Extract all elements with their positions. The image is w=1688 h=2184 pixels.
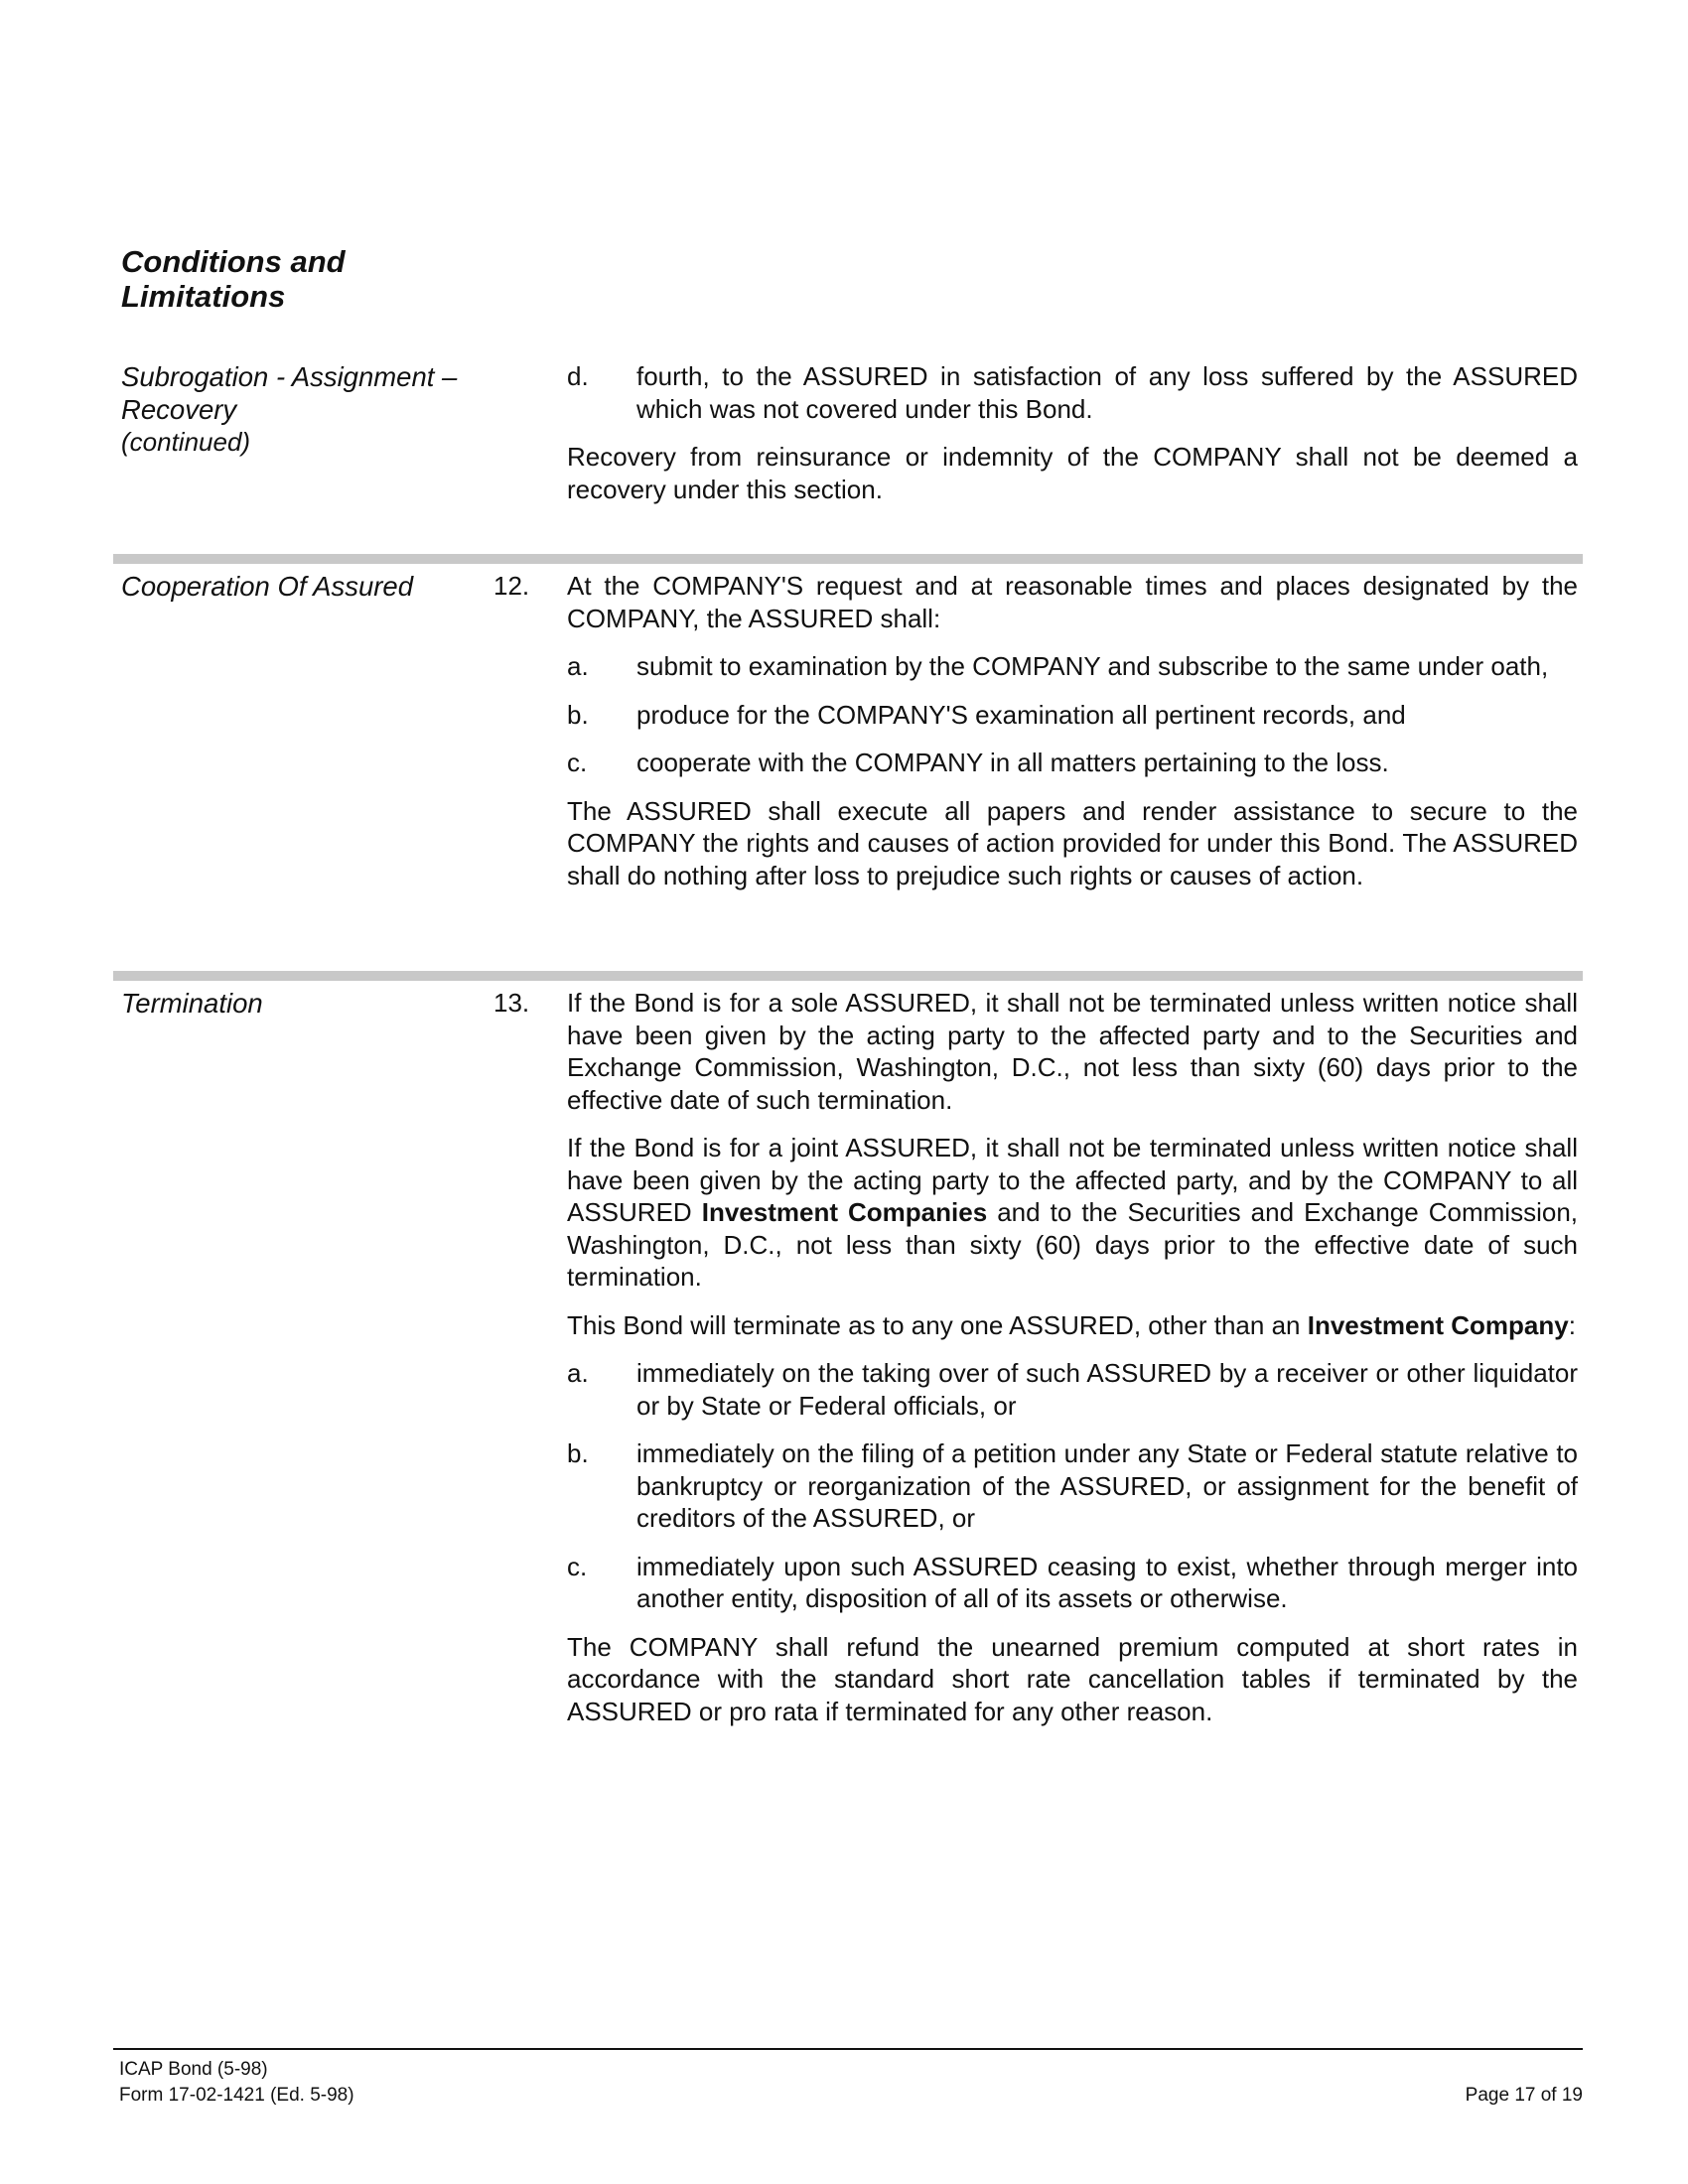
section-divider <box>113 971 1583 981</box>
section-heading: Termination <box>121 988 263 1019</box>
list-item: b. produce for the COMPANY'S examination all pertinent records, and <box>567 699 1406 730</box>
section-divider <box>113 554 1583 564</box>
list-item: a. immediately on the taking over of such ASSURED by a receiver or other liquidator or by State or Federal officials, or <box>567 1358 1578 1421</box>
document-title <box>121 244 518 314</box>
paragraph: If the Bond is for a sole ASSURED, it shall not be terminated unless written notice shall have been given by the acting party to the affected party and to the Securities and Exchange Commission, Washington, D.C., not less than sixty (60) days prior to the effective date of such termination. <box>567 988 1578 1115</box>
continued-label: (continued) <box>121 427 251 457</box>
paragraph: If the Bond is for a joint ASSURED, it shall not be terminated unless written notice shall have been given by the acting party to the affected party, and by the COMPANY to all ASSURED Investment Companies and to the Securities and Exchange Commission, Washington, D.C., not less than sixty (60) days prior to the effective date of such termination. <box>567 1133 1578 1292</box>
list-item: c. immediately upon such ASSURED ceasing to exist, whether through merger into another entity, disposition of all of its assets or otherwise. <box>567 1551 1578 1613</box>
paragraph: This Bond will terminate as to any one ASSURED, other than an Investment Company: <box>567 1309 1576 1340</box>
footer-form-info: ICAP Bond (5-98) Form 17-02-1421 (Ed. 5-98) <box>119 2059 354 2106</box>
section-heading: Cooperation Of Assured <box>121 571 414 602</box>
section-body <box>567 987 1578 1743</box>
page-number: Page 17 of 19 <box>1465 2085 1583 2106</box>
section-body <box>567 570 1578 907</box>
section-body <box>567 360 1578 521</box>
list-item: d. fourth, to the ASSURED in satisfaction of any loss suffered by the ASSURED which was not covered under this Bond. <box>567 361 1578 424</box>
paragraph: The ASSURED shall execute all papers and render assistance to secure to the COMPANY the rights and causes of action provided for under this Bond. The ASSURED shall do nothing after loss to prejudice such rights or causes of action. <box>567 795 1578 890</box>
title-line-1: Conditions and <box>121 244 346 279</box>
list-item: c. cooperate with the COMPANY in all matters pertaining to the loss. <box>567 748 1389 777</box>
section-number: 13. <box>493 988 530 1018</box>
footer-rule <box>113 2048 1583 2050</box>
title-line-2: Limitations <box>121 279 286 314</box>
paragraph: Recovery from reinsurance or indemnity of the COMPANY shall not be deemed a recovery under this section. <box>567 442 1578 504</box>
list-item: a. submit to examination by the COMPANY and subscribe to the same under oath, <box>567 651 1549 681</box>
section-heading: Subrogation - Assignment – Recovery (continued) <box>121 360 518 459</box>
paragraph: At the COMPANY'S request and at reasonable times and places designated by the COMPANY, the ASSURED shall: <box>567 571 1578 633</box>
paragraph: The COMPANY shall refund the unearned premium computed at short rates in accordance with the standard short rate cancellation tables if terminated by the ASSURED or pro rata if terminated for any other reason. <box>567 1631 1578 1726</box>
list-item: b. immediately on the filing of a petition under any State or Federal statute relative to bankruptcy or reorganization of the ASSURED, or assignment for the benefit of creditors of the ASSURED, or <box>567 1438 1578 1533</box>
section-number: 12. <box>493 571 530 601</box>
